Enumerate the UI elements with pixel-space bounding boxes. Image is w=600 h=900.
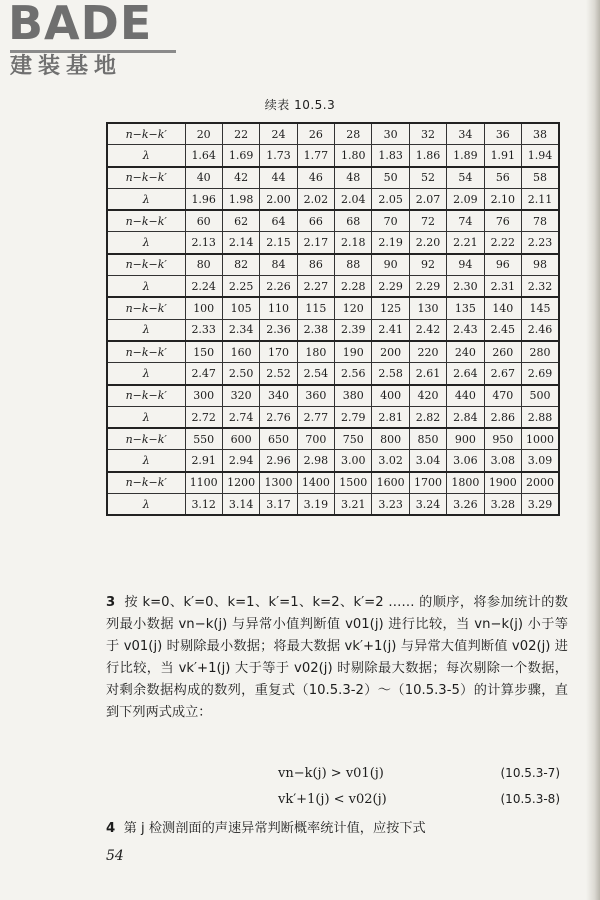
paragraph-4-body: 第 j 检测剖面的声速异常判断概率统计值，应按下式 <box>123 821 426 836</box>
table-cell-n: 44 <box>260 167 297 189</box>
table-cell-n: 1400 <box>297 472 334 494</box>
table-cell-n: 1000 <box>522 428 559 450</box>
table-cell-n: 96 <box>484 254 521 276</box>
table-cell-n: 24 <box>260 123 297 145</box>
table-cell-n: 84 <box>260 254 297 276</box>
table-cell-n: 32 <box>409 123 446 145</box>
table-cell-n: 135 <box>447 297 484 319</box>
table-row-n <box>107 341 559 363</box>
table-cell-lambda: 2.61 <box>409 363 446 385</box>
table-cell-lambda: 2.43 <box>447 319 484 341</box>
table-cell-lambda: 1.69 <box>222 145 259 167</box>
table-cell-n: 66 <box>297 210 334 232</box>
table-row-lambda <box>107 145 559 167</box>
table-row-lambda <box>107 276 559 298</box>
table-cell-lambda: 3.04 <box>409 450 446 472</box>
table-cell-n: 650 <box>260 428 297 450</box>
row-header-lambda: λ <box>107 319 185 341</box>
table-cell-lambda: 2.36 <box>260 319 297 341</box>
table-cell-lambda: 2.18 <box>335 232 372 254</box>
table-cell-n: 42 <box>222 167 259 189</box>
table-cell-n: 600 <box>222 428 259 450</box>
table-cell-lambda: 2.00 <box>260 188 297 210</box>
table-cell-n: 260 <box>484 341 521 363</box>
table-cell-n: 90 <box>372 254 409 276</box>
paragraph-3-text <box>106 592 568 724</box>
table-cell-lambda: 2.21 <box>447 232 484 254</box>
table-cell-lambda: 1.96 <box>185 188 222 210</box>
table-cell-n: 60 <box>185 210 222 232</box>
table-row-n <box>107 385 559 407</box>
table-row-n <box>107 123 559 145</box>
table-cell-lambda: 2.47 <box>185 363 222 385</box>
table-cell-lambda: 2.82 <box>409 406 446 428</box>
table-cell-n: 360 <box>297 385 334 407</box>
table-cell-lambda: 1.77 <box>297 145 334 167</box>
table-cell-lambda: 2.79 <box>335 406 372 428</box>
table-cell-n: 62 <box>222 210 259 232</box>
table-cell-lambda: 2.23 <box>522 232 559 254</box>
table-cell-lambda: 2.67 <box>484 363 521 385</box>
table-cell-lambda: 2.33 <box>185 319 222 341</box>
table-cell-n: 115 <box>297 297 334 319</box>
table-cell-lambda: 2.84 <box>447 406 484 428</box>
table-cell-lambda: 2.77 <box>297 406 334 428</box>
table-cell-n: 190 <box>335 341 372 363</box>
table-cell-lambda: 2.31 <box>484 276 521 298</box>
table-cell-lambda: 2.69 <box>522 363 559 385</box>
table-cell-n: 1200 <box>222 472 259 494</box>
table-cell-n: 240 <box>447 341 484 363</box>
row-header-n: n−k−k′ <box>107 297 185 319</box>
table-cell-n: 145 <box>522 297 559 319</box>
table-cell-lambda: 2.34 <box>222 319 259 341</box>
table-cell-lambda: 2.76 <box>260 406 297 428</box>
table-cell-lambda: 2.52 <box>260 363 297 385</box>
table-cell-lambda: 2.41 <box>372 319 409 341</box>
table-cell-n: 28 <box>335 123 372 145</box>
table-cell-n: 280 <box>522 341 559 363</box>
table-cell-lambda: 2.56 <box>335 363 372 385</box>
table-cell-n: 86 <box>297 254 334 276</box>
table-cell-n: 380 <box>335 385 372 407</box>
table-cell-lambda: 2.50 <box>222 363 259 385</box>
table-cell-n: 1900 <box>484 472 521 494</box>
table-cell-lambda: 2.30 <box>447 276 484 298</box>
table-cell-lambda: 3.06 <box>447 450 484 472</box>
table-cell-n: 900 <box>447 428 484 450</box>
table-cell-n: 1800 <box>447 472 484 494</box>
table-cell-n: 800 <box>372 428 409 450</box>
table-cell-n: 34 <box>447 123 484 145</box>
table-cell-lambda: 2.86 <box>484 406 521 428</box>
table-cell-n: 68 <box>335 210 372 232</box>
page-number: 54 <box>106 848 124 864</box>
table-cell-lambda: 2.19 <box>372 232 409 254</box>
page-edge-shadow <box>586 0 600 900</box>
table-cell-lambda: 2.24 <box>185 276 222 298</box>
table-cell-lambda: 2.39 <box>335 319 372 341</box>
table-cell-n: 340 <box>260 385 297 407</box>
table-cell-lambda: 2.11 <box>522 188 559 210</box>
table-cell-lambda: 2.46 <box>522 319 559 341</box>
equation-7-number: (10.5.3-7) <box>500 766 560 780</box>
table-cell-n: 30 <box>372 123 409 145</box>
table-cell-lambda: 2.28 <box>335 276 372 298</box>
table-cell-n: 54 <box>447 167 484 189</box>
table-cell-n: 40 <box>185 167 222 189</box>
table-cell-lambda: 2.05 <box>372 188 409 210</box>
table-cell-lambda: 3.09 <box>522 450 559 472</box>
table-cell-n: 440 <box>447 385 484 407</box>
table-cell-n: 120 <box>335 297 372 319</box>
equation-7-expression: vn−k(j) > v01(j) <box>278 766 384 781</box>
table-cell-lambda: 2.81 <box>372 406 409 428</box>
paragraph-4-number: 4 <box>106 821 116 836</box>
table-cell-n: 200 <box>372 341 409 363</box>
paragraph-3-body: 按 k=0、k′=0、k=1、k′=1、k=2、k′=2 …… 的顺序，将参加统计的数列最小数据 vn−k(j) 与异常小值判断值 v01(j) 进行比较，当 vn−k(j) 小于等于 v01(j) 时剔除最小数据；将最大数据 vk′+1(j) 与异常大值判断值 v02(j) 进行比较，当 vk′+1(j) 大于等于 v02(j) 时剔除最大数据；每次剔除一个数据，对剩余数据构成的数列，重复式（10.5.3-2）～（10.5.3-5）的计算步骤，直到下列两式成立： <box>106 595 568 720</box>
table-cell-lambda: 2.45 <box>484 319 521 341</box>
table-cell-n: 420 <box>409 385 446 407</box>
table-cell-lambda: 2.13 <box>185 232 222 254</box>
table-cell-n: 88 <box>335 254 372 276</box>
table-cell-lambda: 2.72 <box>185 406 222 428</box>
table-cell-lambda: 1.73 <box>260 145 297 167</box>
table-cell-lambda: 2.20 <box>409 232 446 254</box>
table-row-n <box>107 297 559 319</box>
table-row-n <box>107 254 559 276</box>
table-cell-n: 220 <box>409 341 446 363</box>
table-cell-lambda: 3.02 <box>372 450 409 472</box>
table-row-n <box>107 472 559 494</box>
table-cell-n: 320 <box>222 385 259 407</box>
table-cell-lambda: 2.98 <box>297 450 334 472</box>
table-cell-lambda: 1.91 <box>484 145 521 167</box>
table-cell-lambda: 3.28 <box>484 494 521 516</box>
table-cell-lambda: 3.12 <box>185 494 222 516</box>
table-cell-n: 950 <box>484 428 521 450</box>
table-cell-n: 36 <box>484 123 521 145</box>
table-cell-lambda: 2.64 <box>447 363 484 385</box>
logo <box>8 0 178 90</box>
table-cell-lambda: 1.94 <box>522 145 559 167</box>
row-header-lambda: λ <box>107 450 185 472</box>
row-header-n: n−k−k′ <box>107 167 185 189</box>
table-cell-n: 58 <box>522 167 559 189</box>
table-cell-n: 20 <box>185 123 222 145</box>
table-cell-lambda: 2.27 <box>297 276 334 298</box>
table-cell-n: 400 <box>372 385 409 407</box>
row-header-n: n−k−k′ <box>107 428 185 450</box>
table-cell-n: 700 <box>297 428 334 450</box>
table-caption: 续表 10.5.3 <box>264 98 336 112</box>
equation-8-number: (10.5.3-8) <box>500 792 560 806</box>
row-header-lambda: λ <box>107 188 185 210</box>
table-cell-n: 1100 <box>185 472 222 494</box>
table-cell-lambda: 2.17 <box>297 232 334 254</box>
equation-8-expression: vk′+1(j) < v02(j) <box>278 792 387 807</box>
row-header-lambda: λ <box>107 406 185 428</box>
table-cell-lambda: 3.24 <box>409 494 446 516</box>
table-cell-n: 38 <box>522 123 559 145</box>
table-cell-n: 94 <box>447 254 484 276</box>
table-cell-lambda: 2.38 <box>297 319 334 341</box>
row-header-n: n−k−k′ <box>107 210 185 232</box>
table-cell-lambda: 3.19 <box>297 494 334 516</box>
table-cell-n: 750 <box>335 428 372 450</box>
paragraph-3-number: 3 <box>106 595 116 610</box>
table-cell-n: 70 <box>372 210 409 232</box>
lambda-table <box>106 122 560 516</box>
row-header-n: n−k−k′ <box>107 341 185 363</box>
table-cell-n: 1600 <box>372 472 409 494</box>
row-header-lambda: λ <box>107 232 185 254</box>
table-cell-lambda: 1.98 <box>222 188 259 210</box>
table-cell-lambda: 3.00 <box>335 450 372 472</box>
table-cell-lambda: 1.83 <box>372 145 409 167</box>
table-cell-n: 64 <box>260 210 297 232</box>
table-cell-n: 170 <box>260 341 297 363</box>
table-cell-n: 850 <box>409 428 446 450</box>
table-cell-n: 76 <box>484 210 521 232</box>
row-header-lambda: λ <box>107 276 185 298</box>
table-cell-lambda: 1.86 <box>409 145 446 167</box>
table-cell-lambda: 2.29 <box>409 276 446 298</box>
table-row-lambda <box>107 406 559 428</box>
table-cell-n: 98 <box>522 254 559 276</box>
logo-subtitle: 建装基地 <box>10 54 123 79</box>
logo-word: BADE <box>8 0 153 50</box>
table-cell-lambda: 2.94 <box>222 450 259 472</box>
table-row-lambda <box>107 319 559 341</box>
table-row-lambda <box>107 188 559 210</box>
table-cell-lambda: 2.02 <box>297 188 334 210</box>
table-cell-lambda: 2.32 <box>522 276 559 298</box>
table-cell-lambda: 2.26 <box>260 276 297 298</box>
table-cell-n: 26 <box>297 123 334 145</box>
table-cell-lambda: 2.22 <box>484 232 521 254</box>
table-cell-lambda: 2.74 <box>222 406 259 428</box>
table-cell-n: 72 <box>409 210 446 232</box>
table-row-lambda <box>107 363 559 385</box>
table-cell-lambda: 3.14 <box>222 494 259 516</box>
table-cell-n: 80 <box>185 254 222 276</box>
table-cell-lambda: 2.14 <box>222 232 259 254</box>
table-cell-lambda: 3.23 <box>372 494 409 516</box>
row-header-lambda: λ <box>107 494 185 516</box>
table-cell-n: 1700 <box>409 472 446 494</box>
table-cell-n: 550 <box>185 428 222 450</box>
table-cell-lambda: 1.64 <box>185 145 222 167</box>
table-row-n <box>107 210 559 232</box>
table-cell-lambda: 2.29 <box>372 276 409 298</box>
table-cell-n: 100 <box>185 297 222 319</box>
table-cell-lambda: 2.25 <box>222 276 259 298</box>
table-cell-lambda: 3.17 <box>260 494 297 516</box>
paragraph-4 <box>106 818 568 840</box>
table-row-n <box>107 428 559 450</box>
table-cell-lambda: 2.58 <box>372 363 409 385</box>
row-header-lambda: λ <box>107 145 185 167</box>
row-header-n: n−k−k′ <box>107 254 185 276</box>
table-cell-lambda: 2.54 <box>297 363 334 385</box>
table-cell-n: 110 <box>260 297 297 319</box>
row-header-lambda: λ <box>107 363 185 385</box>
table-cell-n: 470 <box>484 385 521 407</box>
table-cell-n: 150 <box>185 341 222 363</box>
table-cell-lambda: 1.80 <box>335 145 372 167</box>
table-cell-n: 74 <box>447 210 484 232</box>
row-header-n: n−k−k′ <box>107 472 185 494</box>
table-cell-n: 105 <box>222 297 259 319</box>
table-row-lambda <box>107 450 559 472</box>
logo-divider <box>10 50 176 53</box>
table-cell-lambda: 2.07 <box>409 188 446 210</box>
table-cell-n: 50 <box>372 167 409 189</box>
table-cell-n: 22 <box>222 123 259 145</box>
table-row-n <box>107 167 559 189</box>
table-cell-n: 500 <box>522 385 559 407</box>
table-cell-n: 52 <box>409 167 446 189</box>
table-cell-n: 1500 <box>335 472 372 494</box>
table-cell-lambda: 2.96 <box>260 450 297 472</box>
table-cell-n: 130 <box>409 297 446 319</box>
table-cell-lambda: 3.08 <box>484 450 521 472</box>
paragraph-3 <box>106 592 568 724</box>
table-cell-n: 48 <box>335 167 372 189</box>
table-cell-n: 78 <box>522 210 559 232</box>
table-cell-lambda: 2.15 <box>260 232 297 254</box>
row-header-n: n−k−k′ <box>107 123 185 145</box>
table-cell-n: 82 <box>222 254 259 276</box>
table-cell-n: 2000 <box>522 472 559 494</box>
table-cell-lambda: 2.10 <box>484 188 521 210</box>
table-cell-lambda: 2.88 <box>522 406 559 428</box>
table-cell-lambda: 1.89 <box>447 145 484 167</box>
table-row-lambda <box>107 494 559 516</box>
table-cell-n: 300 <box>185 385 222 407</box>
table-cell-lambda: 3.21 <box>335 494 372 516</box>
table-row-lambda <box>107 232 559 254</box>
table-cell-n: 56 <box>484 167 521 189</box>
table-cell-lambda: 2.09 <box>447 188 484 210</box>
table-cell-n: 1300 <box>260 472 297 494</box>
table-cell-n: 46 <box>297 167 334 189</box>
table-cell-lambda: 2.42 <box>409 319 446 341</box>
table-cell-n: 160 <box>222 341 259 363</box>
table-cell-n: 125 <box>372 297 409 319</box>
table-cell-n: 92 <box>409 254 446 276</box>
row-header-n: n−k−k′ <box>107 385 185 407</box>
table-cell-n: 140 <box>484 297 521 319</box>
table-cell-lambda: 2.91 <box>185 450 222 472</box>
table-cell-lambda: 3.26 <box>447 494 484 516</box>
table-cell-lambda: 3.29 <box>522 494 559 516</box>
table-cell-n: 180 <box>297 341 334 363</box>
table-cell-lambda: 2.04 <box>335 188 372 210</box>
